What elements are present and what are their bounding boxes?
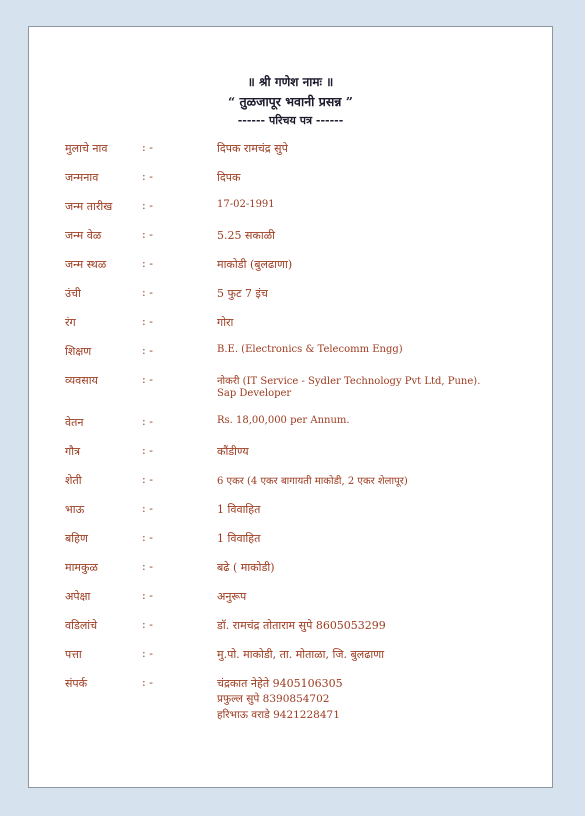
field-label: भाऊ: [65, 503, 85, 516]
field-separator: : -: [142, 589, 153, 602]
field-label: उंची: [65, 287, 81, 300]
field-row-expectations: [29, 589, 552, 609]
field-row-gotra: [29, 444, 552, 464]
field-row-maternal-family: [29, 560, 552, 580]
field-separator: : -: [142, 415, 153, 428]
field-label: जन्म वेळ: [65, 229, 102, 242]
field-value: चंद्रकात नेहेते 9405106305: [217, 677, 343, 690]
field-label: जन्म तारीख: [65, 200, 113, 213]
field-separator: : -: [142, 315, 153, 328]
field-value: नोकरी (IT Service - Sydler Technology Pvt Ltd, Pune).: [217, 376, 481, 387]
field-value: बढे ( माकोडी): [217, 561, 275, 574]
field-row-height: [29, 286, 552, 306]
field-separator: : -: [142, 647, 153, 660]
field-label: वेतन: [65, 416, 84, 429]
field-value: दिपक: [217, 171, 241, 184]
field-separator: : -: [142, 676, 153, 689]
field-separator: : -: [142, 141, 153, 154]
field-label: अपेक्षा: [65, 590, 91, 603]
field-row-birth-time: [29, 228, 552, 248]
field-value: माकोडी (बुलढाणा): [217, 258, 293, 271]
field-label: शिक्षण: [65, 345, 92, 358]
field-separator: : -: [142, 344, 153, 357]
field-row-birth-date: [29, 199, 552, 219]
field-label: शेती: [65, 474, 82, 487]
field-separator: : -: [142, 170, 153, 183]
field-row-name: [29, 141, 552, 161]
field-separator: : -: [142, 618, 153, 631]
field-separator: : -: [142, 560, 153, 573]
field-value: कौंडीण्य: [217, 445, 249, 458]
field-row-education: [29, 344, 552, 364]
field-value: 5.25 सकाळी: [217, 229, 275, 242]
invocation-heading: ॥ श्री गणेश नामः ॥: [247, 75, 334, 89]
field-value: B.E. (Electronics & Telecomm Engg): [217, 344, 403, 355]
field-value: Rs. 18,00,000 per Annum.: [217, 415, 350, 426]
field-row-farmland: [29, 473, 552, 493]
blessing-heading: “ तुळजापूर भवानी प्रसन्न ”: [228, 94, 353, 109]
field-row-salary: [29, 415, 552, 435]
field-label: व्यवसाय: [65, 374, 98, 387]
field-value: 5 फुट 7 इंच: [217, 287, 268, 300]
field-separator: : -: [142, 257, 153, 270]
field-row-birth-name: [29, 170, 552, 190]
biodata-card: [28, 26, 553, 788]
field-value: मु.पो. माकोडी, ता. मोताळा, जि. बुलढाणा: [217, 648, 385, 661]
field-value: 1 विवाहित: [217, 532, 261, 545]
field-label: संपर्क: [65, 677, 88, 690]
field-row-birth-place: [29, 257, 552, 277]
field-separator: : -: [142, 373, 153, 386]
contact-line-3: हरिभाऊ वराडे 9421228471: [217, 709, 340, 721]
field-label: गौत्र: [65, 445, 81, 458]
field-separator: : -: [142, 228, 153, 241]
field-label: जन्मनाव: [65, 171, 99, 184]
field-value: 1 विवाहित: [217, 503, 261, 516]
field-separator: : -: [142, 502, 153, 515]
field-row-sister: [29, 531, 552, 551]
field-row-brother: [29, 502, 552, 522]
document-title: ------ परिचय पत्र ------: [237, 114, 344, 127]
field-label: मुलाचे नाव: [65, 142, 108, 155]
field-label: रंग: [65, 316, 76, 329]
field-label: मामकुळ: [65, 561, 98, 574]
field-separator: : -: [142, 444, 153, 457]
field-row-address: [29, 647, 552, 667]
field-separator: : -: [142, 531, 153, 544]
field-value: दिपक रामचंद्र सुपे: [217, 142, 288, 155]
field-label: बहिण: [65, 532, 88, 545]
field-value: 17-02-1991: [217, 199, 275, 210]
field-value: 6 एकर (4 एकर बागायती माकोडी, 2 एकर शेलापूर): [217, 476, 408, 487]
field-value: अनुरूप: [217, 590, 247, 603]
field-row-complexion: [29, 315, 552, 335]
field-value: डॉ. रामचंद्र तोताराम सुपे 8605053299: [217, 619, 386, 632]
field-value: गोरा: [217, 316, 234, 329]
field-separator: : -: [142, 473, 153, 486]
field-separator: : -: [142, 199, 153, 212]
contact-line-2: प्रफुल्ल सुपे 8390854702: [217, 693, 330, 705]
field-label: पत्ता: [65, 648, 82, 661]
field-row-father: [29, 618, 552, 638]
field-label: वडिलांचे: [65, 619, 98, 632]
field-separator: : -: [142, 286, 153, 299]
field-value-continued: Sap Developer: [217, 388, 292, 399]
field-label: जन्म स्थळ: [65, 258, 107, 271]
